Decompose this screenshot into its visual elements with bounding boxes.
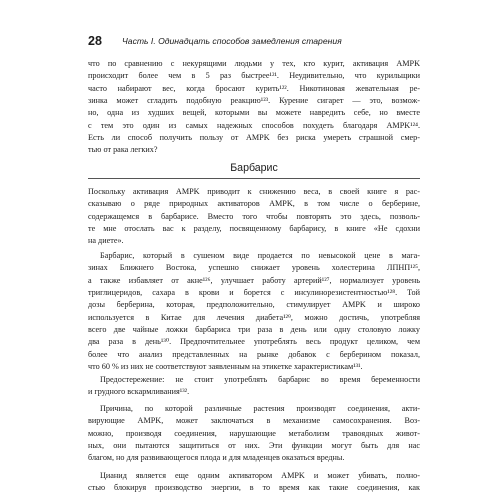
text-line: но, одна из худших вещей, которыми вы можете навредить себе, но вместе (88, 108, 420, 118)
text-line: тью от рака легких? (88, 145, 158, 155)
text-line: Причина, по которой различные растения производят соединения, акти- (100, 404, 420, 413)
text-line: что по сравнению с некурящими людьми у тех, кто курит, активация AMPK (88, 59, 420, 68)
text-line: зинка может сгладить подобную реакцию¹²³. Курение сигарет — это, возмож- (88, 96, 420, 106)
text-line: два раза в день¹³⁰. Предпочтительнее употреблять весь продукт целиком, чем (88, 337, 420, 347)
heading-underline (88, 178, 420, 179)
page-number: 28 (88, 34, 102, 48)
text-line: Барбарис, который в сушеном виде продается по невысокой цене в мага- (100, 251, 420, 260)
running-head: Часть I. Одинадцать способов замедления старения (122, 36, 342, 46)
text-line: Предостережение: не стоит употреблять барбарис во время беременности (100, 375, 420, 384)
text-line: благом, но для развивающегося плода и для младенцев оказаться вредны. (88, 453, 345, 463)
text-line: зинах Ближнего Востока, успешно снижает уровень холестерина ЛПНП¹²⁵, (88, 263, 420, 273)
text-line: более что анализ представленных на рынке добавок с берберином показал, (88, 349, 420, 359)
paragraph-barberry-effects (88, 250, 420, 373)
paragraph-barberry-intro (88, 186, 420, 248)
text-line: на диете». (88, 236, 124, 246)
text-line: используется в Китае для лечения диабета¹²⁹, можно достичь, употребляя (88, 312, 420, 322)
text-line: дозы берберина, которая, предположительно, стимулирует AMPK и широко (88, 300, 420, 310)
text-line: ных, они пытаются защититься от них. Эти функции могут быть для нас (88, 441, 420, 451)
text-line: часто набирают вес, когда бросают курить¹²². Никотиновая жевательная ре- (88, 83, 420, 93)
text-line: те мне отослать вас к разделу, посвященному барбарису, в книге «Не сдохни (88, 224, 420, 234)
text-line: всего две чайные ложки барбариса три раза в день или одну столовую ложку (88, 325, 420, 335)
section-heading-barberry: Барбарис (230, 162, 278, 174)
text-line: вирующие AMPK, может заключаться в механизме самосохранения. Воз- (88, 416, 420, 426)
page-header (88, 34, 420, 48)
text-line: и грудного вскармливания¹³². (88, 387, 190, 397)
text-line: а также избавляет от акне¹²⁶, улучшает работу артерий¹²⁷, нормализует уровень (88, 275, 420, 285)
text-line: можно, производя соединения, нарушающие метаболизм травоядных живот- (88, 428, 420, 438)
text-line: с тем это один из самых надежных способов похудеть благодаря AMPK¹²⁴. (88, 120, 420, 130)
paragraph-plant-compounds (88, 403, 420, 465)
text-line: триглицеридов, сахара в крови и борется с инсулинорезистентностью¹²⁸. Той (88, 288, 420, 298)
text-line: сказываю о ряде природных активаторов AMPK, в том числе о берберине, (88, 199, 420, 209)
text-line: содержащемся в барбарисе. Вместо того чтобы повторять это здесь, позволь- (88, 211, 420, 221)
text-line: что 60 % из них не соответствуют заявленным на этикетке характеристикам¹³¹. (88, 362, 363, 372)
paragraph-cyanide (88, 470, 420, 495)
text-line: стью блокируя производство энергии, в то время как такие соединения, как (88, 483, 420, 493)
paragraph-smoking (88, 58, 420, 157)
text-line: Поскольку активация AMPK приводит к снижению веса, в своей книге я рас- (88, 187, 420, 196)
text-line: Цианид является еще одним активатором AMPK и может убивать, полно- (100, 471, 420, 480)
text-line: Есть ли способ получить пользу от AMPK без риска умереть страшной смер- (88, 133, 420, 143)
text-line: происходит более чем в 5 раз быстрее¹²¹. Неудивительно, что курильщики (88, 71, 420, 81)
paragraph-warning (88, 374, 420, 399)
